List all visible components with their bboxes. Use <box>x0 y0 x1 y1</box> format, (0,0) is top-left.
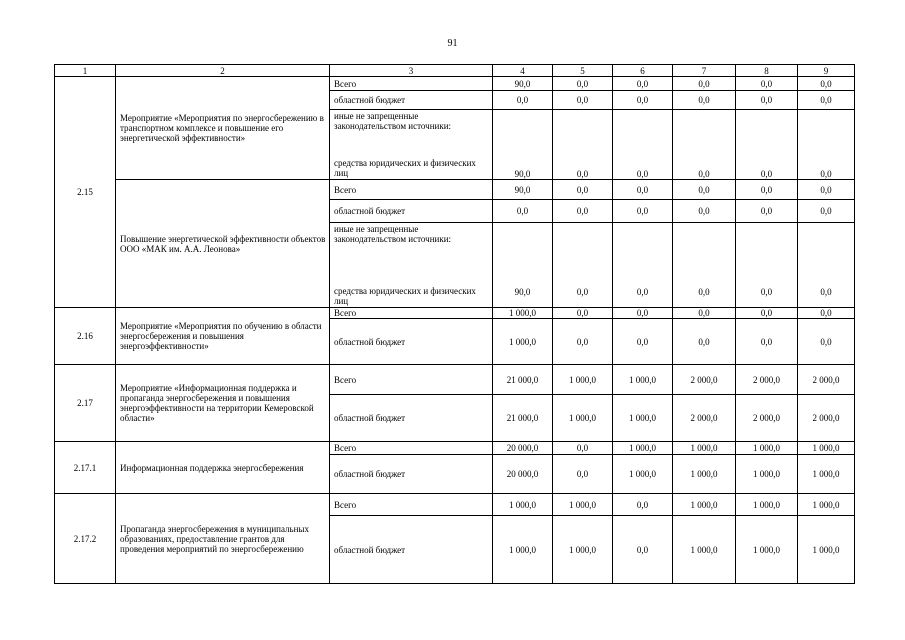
value-cell: 0,0 <box>798 180 855 200</box>
value-cell: 0,0 <box>798 110 855 180</box>
value-cell: 0,0 <box>553 442 613 455</box>
header-row <box>55 65 855 77</box>
value-cell: 2 000,0 <box>798 395 855 442</box>
funding-source: областной бюджет <box>330 455 493 494</box>
value-cell: 0,0 <box>673 77 736 91</box>
funding-source: Всего <box>330 365 493 395</box>
value-cell: 0,0 <box>736 200 798 223</box>
value-cell: 1 000,0 <box>613 365 673 395</box>
value-cell: 2 000,0 <box>673 395 736 442</box>
value-cell: 1 000,0 <box>493 494 553 516</box>
value-cell: 0,0 <box>613 223 673 308</box>
value-cell: 0,0 <box>553 319 613 365</box>
value-cell: 2 000,0 <box>736 365 798 395</box>
value-cell: 0,0 <box>673 308 736 319</box>
header-cell: 8 <box>736 65 798 77</box>
value-cell: 0,0 <box>673 200 736 223</box>
value-cell: 21 000,0 <box>493 395 553 442</box>
value-cell: 1 000,0 <box>613 442 673 455</box>
value-cell: 0,0 <box>613 91 673 110</box>
value-cell: 0,0 <box>798 200 855 223</box>
funding-source: Всего <box>330 180 493 200</box>
value-cell: 0,0 <box>673 110 736 180</box>
legal-entities-label: средства юридических и физических лиц <box>334 286 476 306</box>
table-row <box>55 308 855 319</box>
other-sources-label: иные не запрещенные законодательством источники: <box>334 224 452 244</box>
value-cell: 0,0 <box>613 200 673 223</box>
funding-source: областной бюджет <box>330 516 493 584</box>
header-cell: 6 <box>613 65 673 77</box>
value-cell: 0,0 <box>673 91 736 110</box>
value-cell: 0,0 <box>613 110 673 180</box>
funding-source <box>330 110 493 180</box>
value-cell: 1 000,0 <box>553 365 613 395</box>
other-sources-label: иные не запрещенные законодательством источники: <box>334 111 452 131</box>
table-row <box>55 365 855 395</box>
value-cell: 1 000,0 <box>493 319 553 365</box>
header-cell: 3 <box>330 65 493 77</box>
activity-name: Информационная поддержка энергосбережения <box>116 442 330 494</box>
value-cell: 0,0 <box>553 223 613 308</box>
value-cell: 1 000,0 <box>736 516 798 584</box>
value-cell: 1 000,0 <box>673 516 736 584</box>
row-code: 2.17 <box>55 365 116 442</box>
value-cell: 1 000,0 <box>798 442 855 455</box>
row-code: 2.16 <box>55 308 116 365</box>
value-cell: 1 000,0 <box>673 494 736 516</box>
row-code: 2.17.1 <box>55 442 116 494</box>
value-cell: 1 000,0 <box>493 516 553 584</box>
value-cell: 90,0 <box>493 77 553 91</box>
funding-source: областной бюджет <box>330 91 493 110</box>
value-cell: 2 000,0 <box>736 395 798 442</box>
value-cell: 2 000,0 <box>673 365 736 395</box>
value-cell: 1 000,0 <box>493 308 553 319</box>
value-cell: 0,0 <box>798 223 855 308</box>
value-cell: 20 000,0 <box>493 455 553 494</box>
funding-source: Всего <box>330 442 493 455</box>
value-cell: 20 000,0 <box>493 442 553 455</box>
legal-entities-label: средства юридических и физических лиц <box>334 158 476 178</box>
value-cell: 0,0 <box>613 308 673 319</box>
value-cell: 1 000,0 <box>673 442 736 455</box>
value-cell: 0,0 <box>798 91 855 110</box>
header-cell: 4 <box>493 65 553 77</box>
header-cell: 2 <box>116 65 330 77</box>
activity-name: Пропаганда энергосбережения в муниципальных образованиях, предоставление грантов для проведения мероприятий по энергосбережению <box>116 494 330 584</box>
value-cell: 1 000,0 <box>553 494 613 516</box>
value-cell: 0,0 <box>798 77 855 91</box>
funding-source: областной бюджет <box>330 200 493 223</box>
funding-source: Всего <box>330 494 493 516</box>
value-cell: 1 000,0 <box>553 395 613 442</box>
value-cell: 1 000,0 <box>798 455 855 494</box>
funding-source: областной бюджет <box>330 395 493 442</box>
value-cell: 0,0 <box>673 223 736 308</box>
value-cell: 0,0 <box>736 308 798 319</box>
value-cell: 0,0 <box>553 455 613 494</box>
value-cell: 0,0 <box>493 91 553 110</box>
header-cell: 1 <box>55 65 116 77</box>
budget-table <box>54 64 855 584</box>
value-cell: 0,0 <box>798 308 855 319</box>
table-row <box>55 180 855 200</box>
activity-name: Повышение энергетической эффективности объектов ООО «МАК им. А.А. Леонова» <box>116 180 330 308</box>
value-cell: 0,0 <box>613 180 673 200</box>
value-cell: 0,0 <box>493 200 553 223</box>
header-cell: 9 <box>798 65 855 77</box>
value-cell: 0,0 <box>736 110 798 180</box>
header-cell: 7 <box>673 65 736 77</box>
value-cell: 0,0 <box>736 180 798 200</box>
table-row <box>55 442 855 455</box>
value-cell: 1 000,0 <box>736 494 798 516</box>
value-cell: 0,0 <box>736 91 798 110</box>
value-cell: 90,0 <box>493 180 553 200</box>
value-cell: 1 000,0 <box>736 442 798 455</box>
row-code: 2.15 <box>55 77 116 308</box>
value-cell: 0,0 <box>553 308 613 319</box>
value-cell: 0,0 <box>613 77 673 91</box>
value-cell: 0,0 <box>798 319 855 365</box>
row-code: 2.17.2 <box>55 494 116 584</box>
value-cell: 0,0 <box>613 494 673 516</box>
table-row <box>55 77 855 91</box>
value-cell: 1 000,0 <box>736 455 798 494</box>
funding-source <box>330 223 493 308</box>
funding-source: Всего <box>330 308 493 319</box>
value-cell: 0,0 <box>613 319 673 365</box>
value-cell: 0,0 <box>553 91 613 110</box>
value-cell: 0,0 <box>613 516 673 584</box>
value-cell: 0,0 <box>553 200 613 223</box>
value-cell: 1 000,0 <box>673 455 736 494</box>
value-cell: 0,0 <box>553 110 613 180</box>
value-cell: 1 000,0 <box>798 516 855 584</box>
table-row <box>55 494 855 516</box>
value-cell: 0,0 <box>736 319 798 365</box>
value-cell: 90,0 <box>493 223 553 308</box>
activity-name: Мероприятие «Мероприятия по энергосбережению в транспортном комплексе и повышение его энергетической эффективности» <box>116 77 330 180</box>
value-cell: 2 000,0 <box>798 365 855 395</box>
value-cell: 1 000,0 <box>613 395 673 442</box>
value-cell: 21 000,0 <box>493 365 553 395</box>
value-cell: 90,0 <box>493 110 553 180</box>
value-cell: 0,0 <box>736 223 798 308</box>
header-cell: 5 <box>553 65 613 77</box>
value-cell: 1 000,0 <box>613 455 673 494</box>
funding-source: Всего <box>330 77 493 91</box>
value-cell: 1 000,0 <box>798 494 855 516</box>
activity-name: Мероприятие «Информационная поддержка и пропаганда энергосбережения и повышения энергоэффективности на территории Кемеровской области» <box>116 365 330 442</box>
funding-source: областной бюджет <box>330 319 493 365</box>
page-number: 91 <box>447 38 458 49</box>
value-cell: 1 000,0 <box>553 516 613 584</box>
value-cell: 0,0 <box>553 180 613 200</box>
value-cell: 0,0 <box>736 77 798 91</box>
activity-name: Мероприятие «Мероприятия по обучению в области энергосбережения и повышения энергоэффективности» <box>116 308 330 365</box>
value-cell: 0,0 <box>673 180 736 200</box>
value-cell: 0,0 <box>673 319 736 365</box>
value-cell: 0,0 <box>553 77 613 91</box>
